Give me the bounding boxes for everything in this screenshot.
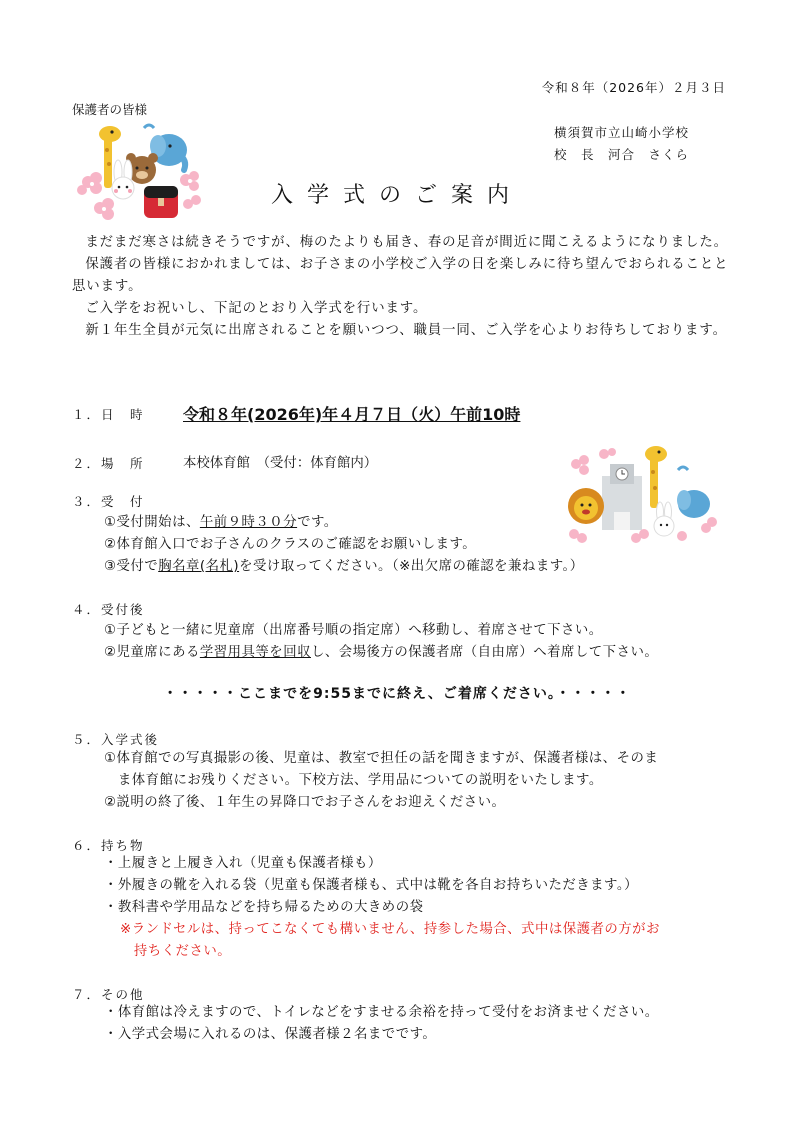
list-item: ・上履きと上履き入れ（児童も保護者様も） [104, 856, 382, 871]
item-text: ②児童席にある [104, 645, 200, 660]
reception-list [104, 512, 584, 578]
after-reception-list [104, 620, 658, 664]
intro-paragraph: 保護者の皆様におかれましては、お子さまの小学校ご入学の日を楽しみに待ち望んでおられることと思います。 [72, 257, 729, 294]
item-text: です。 [297, 515, 338, 530]
after-ceremony-list [104, 748, 658, 814]
list-item: ・入学式会場に入れるのは、保護者様２名までです。 [104, 1027, 437, 1042]
sender-block [554, 122, 689, 166]
item-text: し、会場後方の保護者席（自由席）へ着席して下さい。 [310, 645, 659, 660]
section-place-label: ２．場 所 [72, 456, 145, 471]
section-belongings-label: ６．持ち物 [72, 838, 145, 853]
list-item: ま体育館にお残りください。下校方法、学用品についての説明をいたします。 [104, 773, 603, 788]
page-title: 入学式のご案内 [270, 183, 523, 208]
seating-notice: ・・・・・ここまでを9:55までに終え、ご着席ください。・・・・・ [163, 686, 631, 702]
item-text: ③受付で [104, 559, 159, 574]
underlined-nametag: 胸名章(名札) [158, 559, 240, 574]
section-after-ceremony-label: ５．入学式後 [72, 732, 160, 747]
list-item: ・外履きの靴を入れる袋（児童も保護者様も、式中は靴を各自お持ちいただきます。） [104, 878, 638, 893]
list-item [104, 534, 584, 556]
section-datetime-label: １．日 時 [72, 407, 145, 422]
backpack-warning: ※ランドセルは、持ってこなくても構いません、持参した場合、式中は保護者の方がお [120, 922, 660, 937]
backpack-warning: 持ちください。 [120, 944, 232, 959]
animals-backpack-illustration [74, 120, 204, 228]
school-name: 横須賀市立山崎小学校 [554, 125, 690, 140]
list-item [104, 620, 658, 642]
document-date: 令和８年（2026年）２月３日 [541, 80, 726, 95]
section-after-reception-label: ４．受付後 [72, 602, 145, 617]
belongings-list [104, 853, 660, 963]
list-item [104, 512, 584, 534]
principal-name: 校 長 河合 さくら [554, 147, 690, 162]
item-text: を受け取ってください。（※出欠席の確認を兼ねます。） [239, 559, 584, 574]
section-other-label: ７．その他 [72, 987, 145, 1002]
item-text: ②体育館入口でお子さんのクラスのご確認をお願いします。 [104, 537, 477, 552]
intro-paragraph: ご入学をお祝いし、下記のとおり入学式を行います。 [85, 301, 428, 316]
intro-paragraph: まだまだ寒さは続きそうですが、梅のたよりも届き、春の足音が間近に聞こえるようになりました。 [85, 235, 728, 250]
underlined-collect: 学習用具等を回収 [199, 645, 311, 660]
underlined-time: 午前９時３０分 [199, 515, 298, 530]
list-item [104, 642, 658, 664]
intro-text [72, 232, 732, 342]
section-reception-label: ３．受 付 [72, 494, 145, 509]
ceremony-place: 本校体育館 （受付：体育館内） [183, 456, 378, 471]
list-item: ・体育館は冷えますので、トイレなどをすませる余裕を持って受付をお済ませください。 [104, 1005, 659, 1020]
item-text: ①受付開始は、 [104, 515, 200, 530]
list-item: ・教科書や学用品などを持ち帰るための大きめの袋 [104, 900, 424, 915]
other-list [104, 1002, 659, 1046]
list-item: ①体育館での写真撮影の後、児童は、教室で担任の話を聞きますが、保護者様は、そのま [104, 751, 659, 766]
list-item: ②説明の終了後、１年生の昇降口でお子さんをお迎えください。 [104, 795, 506, 810]
school-animals-illustration [566, 442, 718, 546]
intro-paragraph: 新１年生全員が元気に出席されることを願いつつ、職員一同、ご入学を心よりお待ちしております。 [85, 323, 727, 338]
recipient: 保護者の皆様 [72, 102, 148, 117]
list-item [104, 556, 584, 578]
ceremony-datetime: 令和８年(2026年)年４月７日（火）午前10時 [183, 405, 521, 424]
item-text: ①子どもと一緒に児童席（出席番号順の指定席）へ移動し、着席させて下さい。 [104, 623, 603, 638]
